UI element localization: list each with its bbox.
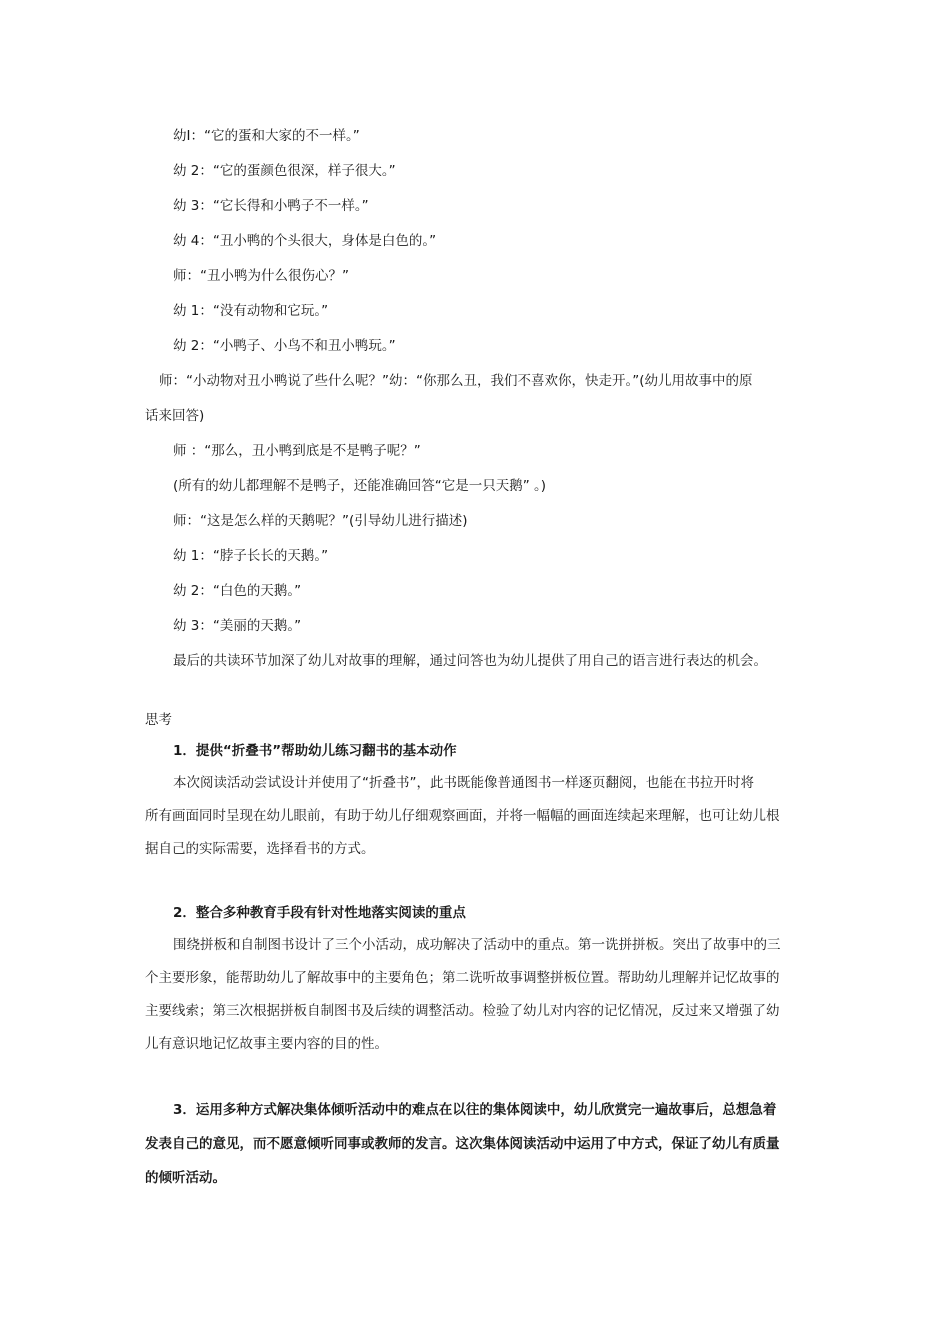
point-1-heading: 1．提供“折叠书”帮助幼儿练习翻书的基本动作 [173,743,457,759]
dialogue-line: 幼I：“它的蛋和大家的不一样。” [173,128,360,144]
dialogue-line: 师：“这是怎么样的天鹅呢？”(引导幼儿进行描述) [173,513,468,529]
point-3-line: 3．运用多种方式解决集体倾听活动中的难点在以往的集体阅读中，幼儿欣赏完一遍故事后，总想急着 [173,1102,777,1118]
dialogue-line: 幼 2：“小鸭子、小鸟不和丑小鸭玩。” [173,338,396,354]
point-1-line: 据自己的实际需要，选择看书的方式。 [145,841,375,857]
point-1-line: 所有画面同时呈现在幼儿眼前，有助于幼儿仔细观察画面，并将一幅幅的画面连续起来理解，也可让幼儿根 [145,808,780,824]
teacher-question-line: 话来回答) [145,408,205,424]
dialogue-line: (所有的幼儿都理解不是鸭子，还能准确回答“它是一只天鹅” 。) [173,478,547,494]
point-1-line: 本次阅读活动尝试设计并使用了“折叠书”，此书既能像普通图书一样逐页翻阅，也能在书拉开时将 [173,775,754,791]
dialogue-line: 幼 3：“它长得和小鸭子不一样。” [173,198,369,214]
point-2-heading: 2．整合多种教育手段有针对性地落实阅读的重点 [173,905,466,921]
point-2-line: 围绕拼板和自制图书设计了三个小活动，成功解决了活动中的重点。第一诜拼拼板。突出了故事中的三 [173,937,781,953]
dialogue-line: 幼 3：“美丽的天鹅。” [173,618,302,634]
dialogue-line: 师 ：“那么，丑小鸭到底是不是鸭子呢？” [173,443,421,459]
summary-line: 最后的共读环节加深了幼儿对故事的理解，通过问答也为幼儿提供了用自己的语言进行表达的机会。 [173,653,767,669]
point-2-line: 个主要形象，能帮助幼儿了解故事中的主要角色；第二诜听故事调整拼板位置。帮助幼儿理解并记忆故事的 [145,970,780,986]
dialogue-line: 幼 2：“白色的天鹅。” [173,583,302,599]
teacher-question-line: 师：“小动物对丑小鸭说了些什么呢？”幼：“你那么丑，我们不喜欢你，快走开。”(幼儿用故事中的原 [159,373,753,389]
dialogue-line: 幼 1：“没有动物和它玩。” [173,303,329,319]
dialogue-line: 幼 1：“脖子长长的天鹅。” [173,548,329,564]
dialogue-line: 幼 2：“它的蛋颜色很深，样子很大。” [173,163,396,179]
dialogue-line: 幼 4：“丑小鸭的个头很大，身体是白色的。” [173,233,437,249]
point-3-line: 发表自己的意见，而不愿意倾听同事或教师的发言。这次集体阅读活动中运用了中方式，保证了幼儿有质量 [145,1136,780,1152]
dialogue-line: 师：“丑小鸭为什么很伤心？” [173,268,349,284]
section-title: 思考 [145,712,172,728]
point-2-line: 主要线索；第三次根据拼板自制图书及后续的调整活动。检验了幼儿对内容的记忆情况，反过来又增强了幼 [145,1003,780,1019]
point-2-line: 儿有意识地记忆故事主要内容的目的性。 [145,1036,388,1052]
point-3-line: 的倾听活动。 [145,1170,226,1186]
